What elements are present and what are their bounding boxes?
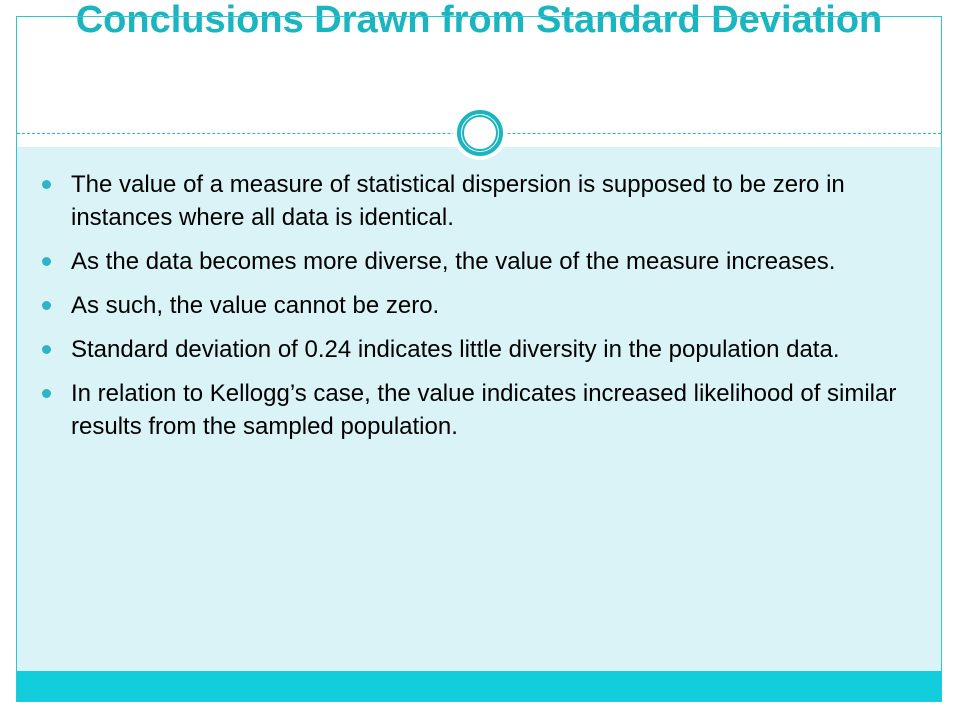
bullet-text: The value of a measure of statistical dispersion is supposed to be zero in instances where all data is identical. xyxy=(71,171,845,231)
bullet-text: As such, the value cannot be zero. xyxy=(71,292,440,319)
bullet-text: Standard deviation of 0.24 indicates little diversity in the population data. xyxy=(71,336,840,363)
bullet-text: In relation to Kellogg’s case, the value indicates increased likelihood of similar results from the sampled population. xyxy=(71,380,897,440)
slide-title: Conclusions Drawn from Standard Deviation xyxy=(75,0,883,41)
slide-frame xyxy=(16,16,942,702)
bullet-text: As the data becomes more diverse, the value of the measure increases. xyxy=(71,248,836,275)
